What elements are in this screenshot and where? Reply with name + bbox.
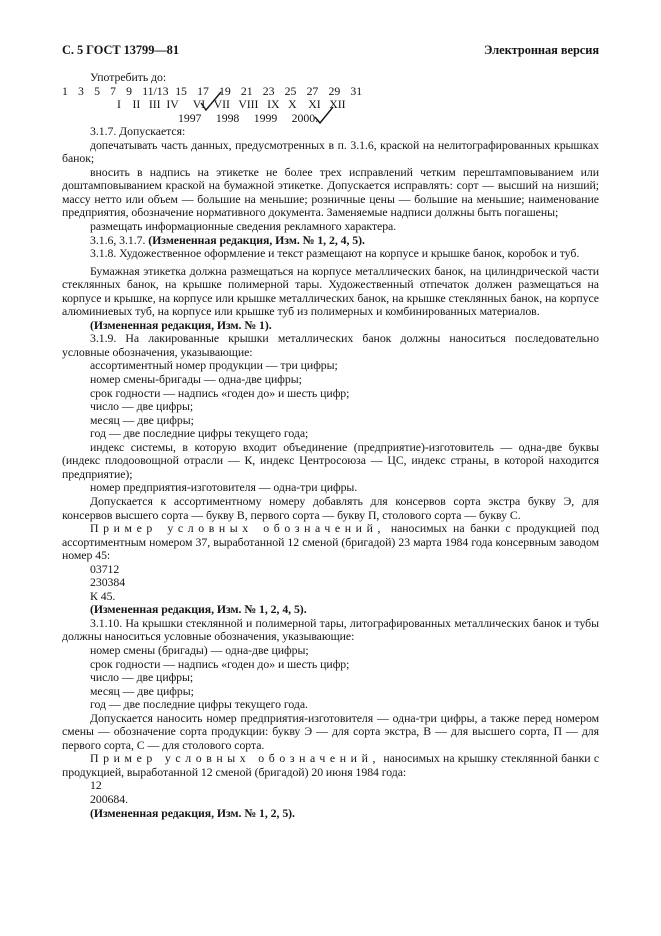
code-line: 200684. — [90, 791, 128, 806]
paragraph: Допускается наносить номер предприятия-изготовителя — одна-три цифры, а также перед номером смены — обозначение сорта продукции: букву Э — для сорта экстра, В — для высшего сорта, П — для первого сорта, С — для столового сорта. — [62, 710, 599, 752]
list-item: номер смены-бригады — одна-две цифры; — [90, 372, 302, 387]
example-label: Пример условных обозначений, — [90, 751, 381, 766]
check-mark-icon — [312, 104, 336, 128]
example-text: наносимых на крышку стеклянной банки с продукцией, выработанной 12 сменой (бригадой) 20 июня 1984 года: — [62, 751, 600, 779]
paragraph: Допускается к ассортиментному номеру добавлять для консервов сорта экстра букву Э, для консервов высшего сорта — букву В, первого сорта — букву П, столового сорта — букву С. — [62, 493, 599, 522]
code-line: К 45. — [90, 588, 116, 603]
list-item: год — две последние цифры текущего года. — [90, 697, 308, 712]
paragraph: 3.1.9. На лакированные крышки металлических банок должны наноситься последовательно условные обозначения, указывающие: — [62, 331, 599, 359]
use-by-months: I II III IV VI VII VIII IX X XI XII — [117, 97, 346, 112]
document-body — [62, 71, 599, 820]
page-header-version: Электронная версия — [484, 43, 599, 57]
use-by-days: 1 3 5 7 9 11/13 15 17 19 21 23 25 27 29 31 — [62, 83, 363, 98]
paragraph: допечатывать часть данных, предусмотренных в п. 3.1.6, краской на нелитографированных крышках банок; — [62, 137, 599, 166]
use-by-years: 1997 1998 1999 2000. — [178, 110, 318, 125]
paragraph: Бумажная этикетка должна размещаться на корпусе металлических банок, на цилиндрической части стеклянных банок, на крышке полимерной тары. Художественный отпечаток должен размещаться на корпусе и крышке, на корпусе или крышке металлических банок, на крышке стеклянных банок, на корпусе алюминиевых туб, на корпусе или крышке туб из полимерных и комбинированных материалов. — [62, 263, 599, 319]
list-item: срок годности — надпись «годен до» и шесть цифр; — [90, 385, 350, 400]
paragraph: 3.1.10. На крышки стеклянной и полимерной тары, литографированных металлических банок и тубы должны наноситься условные обозначения, указывающие: — [62, 615, 599, 644]
list-item: число — две цифры; — [90, 670, 194, 685]
amendment-note — [62, 234, 599, 248]
list-item: число — две цифры; — [90, 399, 194, 414]
example-paragraph — [62, 752, 599, 779]
use-by-block — [62, 71, 599, 125]
list-item: номер смены (бригады) — одна-две цифры; — [90, 642, 309, 657]
amendment-note: (Измененная редакция, Изм. № 1). — [90, 317, 272, 332]
paragraph: вносить в надпись на этикетке не более трех исправлений четким перештамповыванием или доштамповыванием краской на бумажной этикетке. Допускается исправлять: сорт — высший на низший; массу нетто или объем — большие на меньшие; розничные цены — большие на меньшие; наименование предприятия, обозначение нормативного документа. Заменяемые надписи должны быть погашены; — [62, 164, 599, 220]
paragraph: 3.1.7. Допускается: — [90, 124, 186, 139]
paragraph: размещать информационные сведения рекламного характера. — [90, 219, 397, 234]
code-line: 03712 — [90, 561, 120, 576]
list-item: месяц — две цифры; — [90, 412, 194, 427]
example-paragraph — [62, 522, 599, 563]
list-item: индекс системы, в которую входит объединение (предприятие)-изготовитель — одна-две буквы (индекс плодоовощной отрасли — К, индекс Центросоюза — ЦС, индекс страны, в которой находится предприятие); — [62, 439, 599, 481]
amendment-note: (Измененная редакция, Изм. № 1, 2, 4, 5). — [90, 602, 307, 617]
list-item: срок годности — надпись «годен до» и шесть цифр; — [90, 656, 350, 671]
list-item: год — две последние цифры текущего года; — [90, 426, 309, 441]
example-text: наносимых на банки с продукцией под ассортиментным номером 37, выработанной 12 сменой (бригадой) 23 марта 1984 года консервным заводом номер 45: — [62, 521, 599, 563]
code-line: 230384 — [90, 575, 126, 590]
amendment-bold: (Измененная редакция, Изм. № 1, 2, 4, 5). — [148, 232, 365, 247]
code-line: 12 — [90, 778, 102, 793]
list-item: номер предприятия-изготовителя — одна-три цифры. — [90, 480, 358, 495]
page-header-standard: С. 5 ГОСТ 13799—81 — [62, 43, 179, 57]
paragraph: 3.1.8. Художественное оформление и текст размещают на корпусе и крышке банок, коробок и туб. — [90, 246, 580, 261]
clause-ref: 3.1.6, 3.1.7. — [90, 232, 146, 247]
amendment-note: (Измененная редакция, Изм. № 1, 2, 5). — [90, 805, 295, 820]
page-header — [62, 44, 599, 60]
example-label: Пример условных обозначений, — [90, 521, 386, 536]
list-item: месяц — две цифры; — [90, 683, 194, 698]
list-item: ассортиментный номер продукции — три цифры; — [90, 358, 338, 373]
use-by-label: Употребить до: — [90, 70, 167, 84]
